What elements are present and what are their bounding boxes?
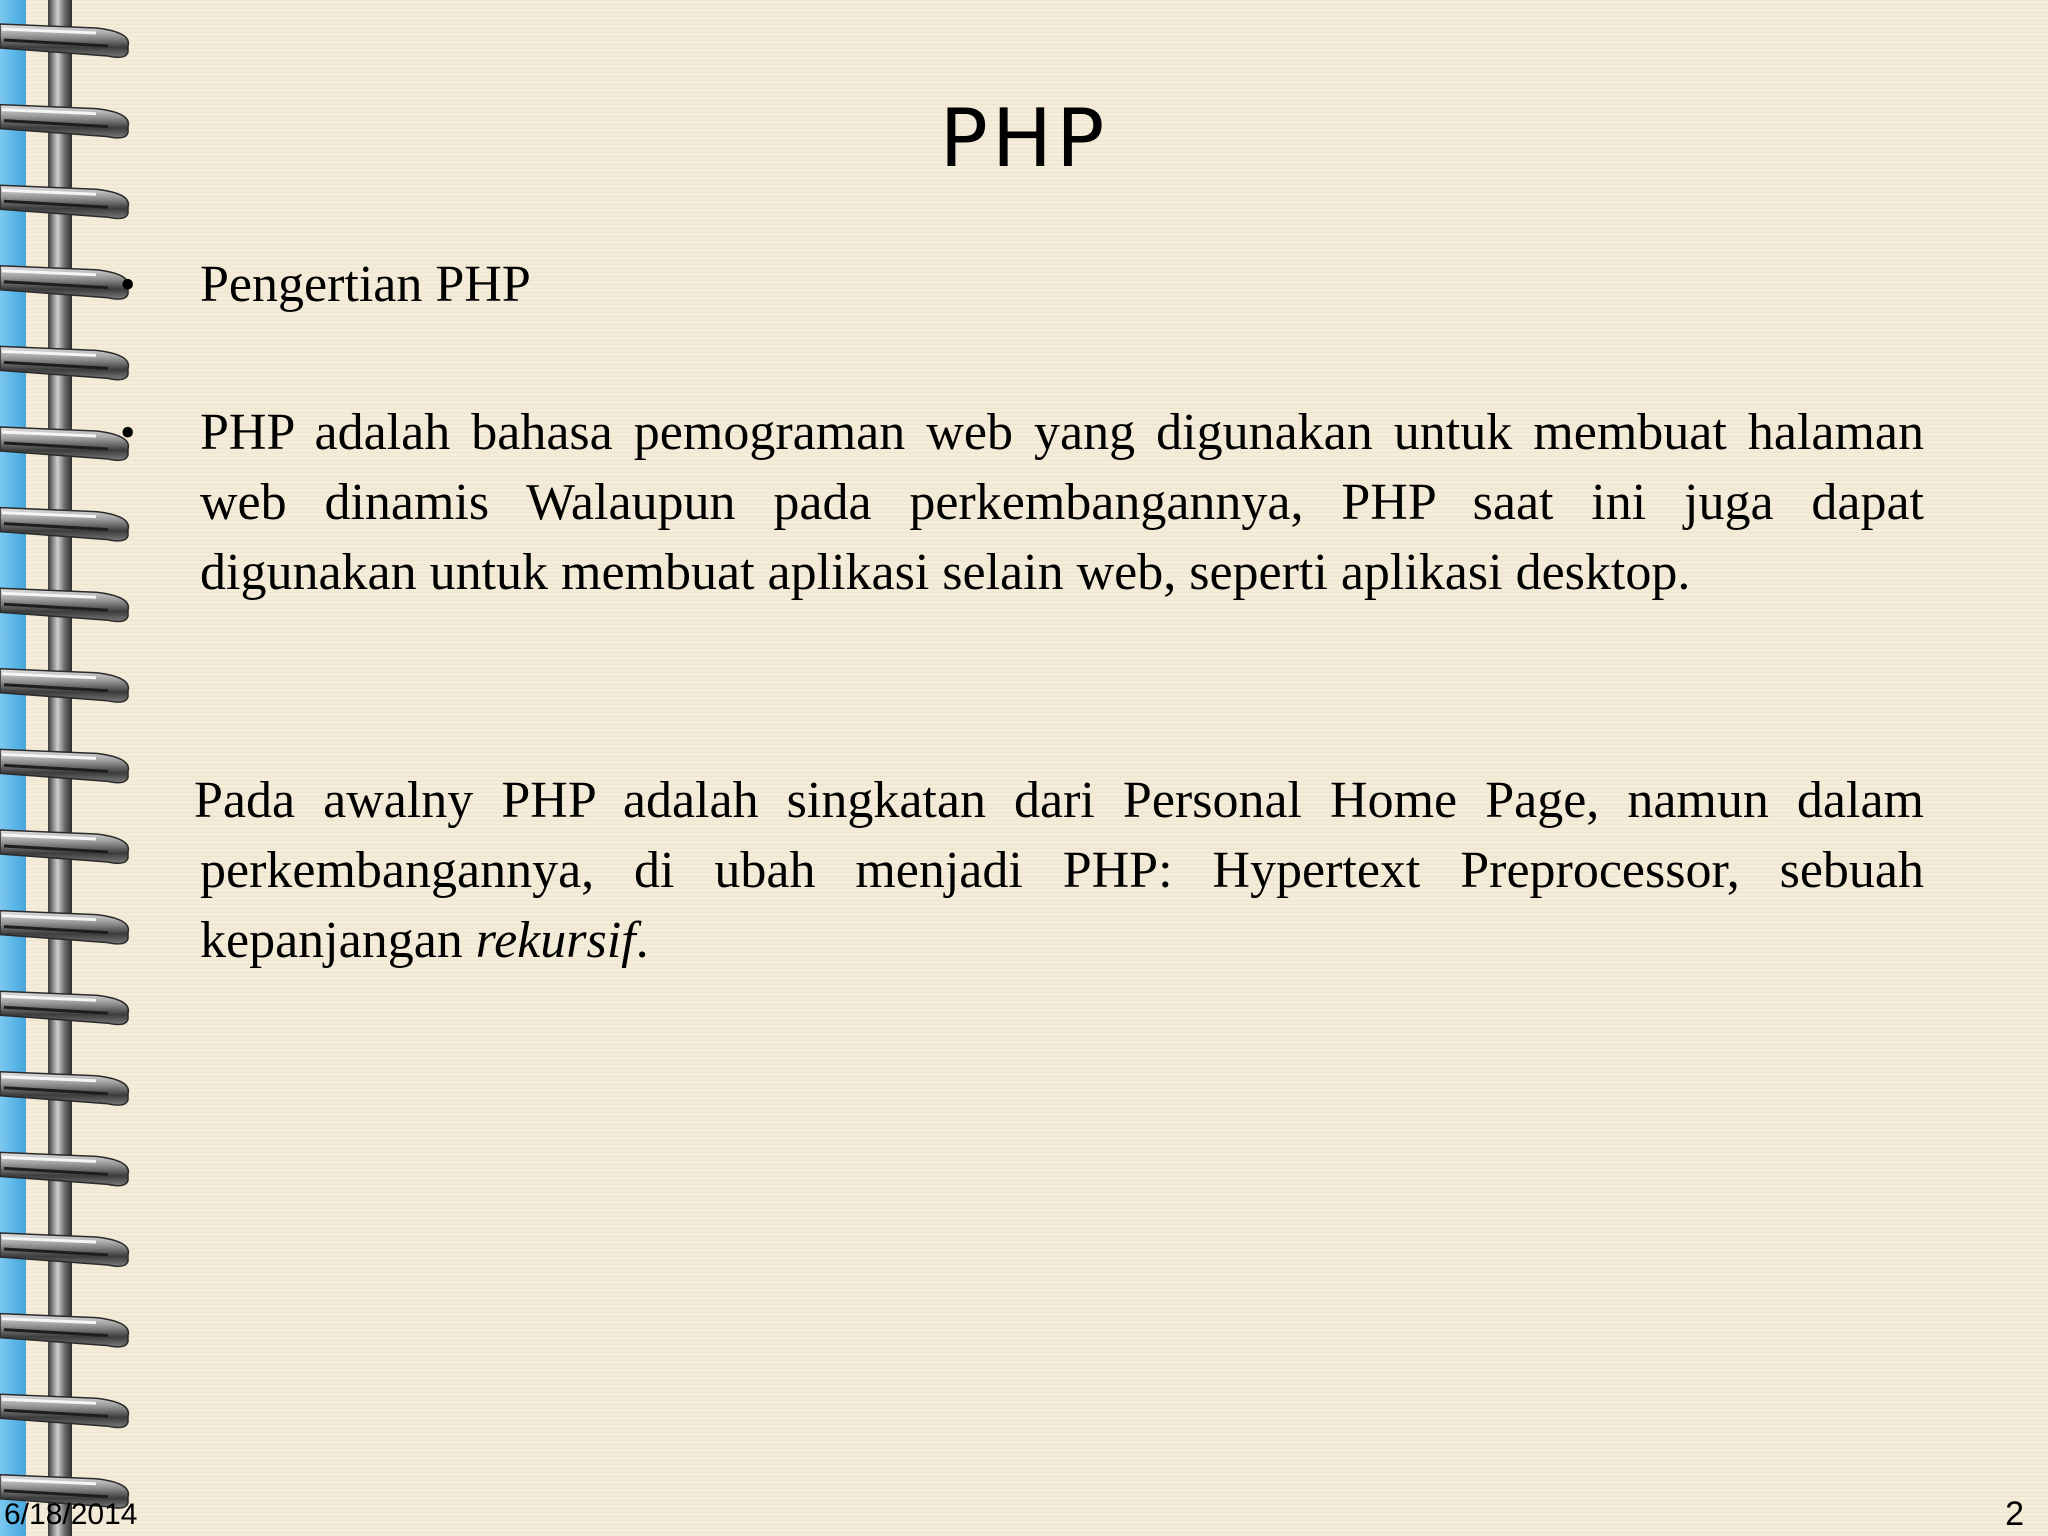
- paragraph-italic-term: rekursif: [475, 912, 636, 969]
- paragraph-php-history: [194, 766, 1924, 976]
- bullet-text-2: PHP adalah bahasa pemograman web yang digunakan untuk membuat halaman web dinamis Walaupun pada perkembangannya, PHP saat ini juga dapat digunakan untuk membuat aplikasi selain web, seperti aplikasi desktop.: [200, 404, 1924, 601]
- bullet-marker: •: [120, 260, 136, 309]
- slide-title: PHP: [939, 92, 1109, 185]
- paragraph-end: .: [635, 912, 649, 969]
- bullet-marker: •: [120, 408, 136, 457]
- paragraph-text: Pada awalny PHP adalah singkatan dari Personal Home Page, namun dalam perkembangannya, di ubah menjadi PHP: Hypertext Preprocessor, sebuah kepanjangan: [194, 772, 1924, 969]
- spiral-binding-graphic: [0, 0, 138, 1536]
- page-number: 2: [2005, 1495, 2024, 1533]
- spiral-binding: [0, 0, 138, 1536]
- footer-date: 6/18/2014: [4, 1498, 138, 1531]
- bullet-text-1: Pengertian PHP: [200, 256, 531, 313]
